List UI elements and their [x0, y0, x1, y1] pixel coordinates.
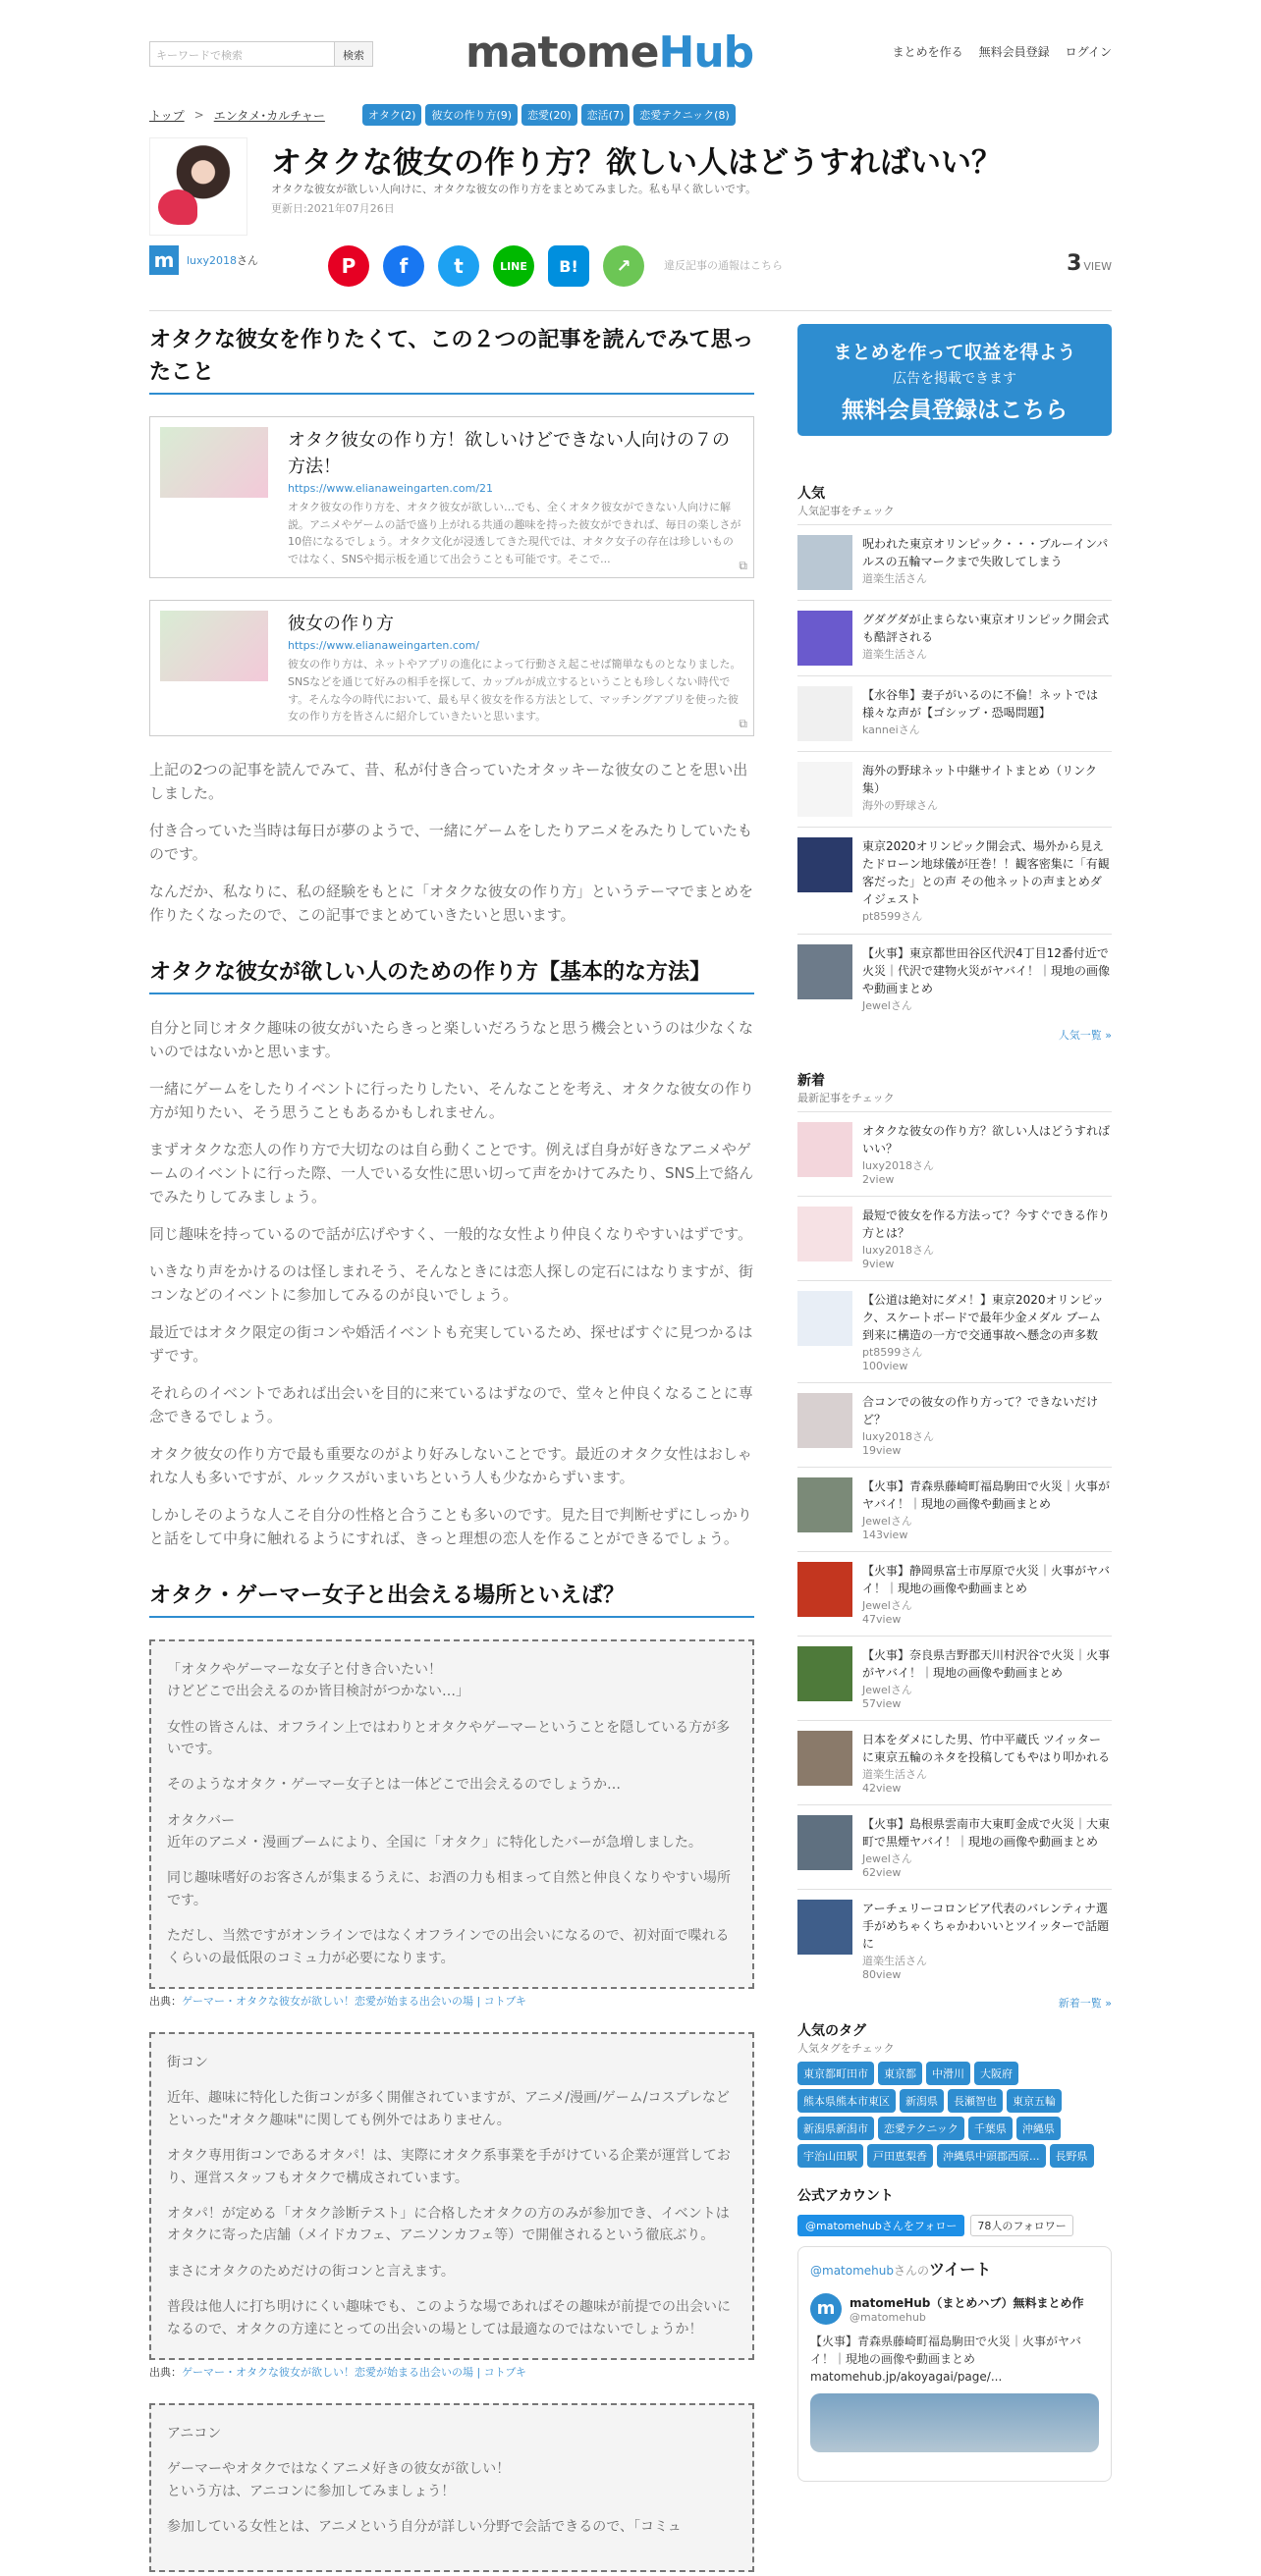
sidebar-article-thumbnail[interactable] — [797, 762, 852, 817]
sidebar-article-author — [862, 1242, 1112, 1258]
tags-heading: 人気のタグ — [797, 2023, 866, 2039]
logo-text-1: matome — [466, 27, 659, 78]
article-tag[interactable]: 彼女の作り方(9) — [425, 104, 518, 126]
sidebar-article-views: 47view — [862, 1613, 902, 1626]
quote-block — [149, 1639, 754, 1989]
link-card[interactable] — [149, 416, 754, 578]
quote-paragraph: ゲーマーやオタクではなくアニメ好きの彼女が欲しい！ という方は、アニコンに参加してみましょう！ — [167, 2461, 511, 2499]
popular-tag[interactable]: 新潟県新潟市 — [797, 2117, 874, 2140]
sidebar-article-author — [862, 1597, 1112, 1613]
tweet-text: 【火事】青森県藤崎町福島駒田で火災｜火事がヤバイ！｜現地の画像や動画まとめ — [810, 2334, 1082, 2366]
header-nav — [893, 43, 1112, 60]
popular-tag[interactable]: 東京五輪 — [1007, 2089, 1062, 2113]
sidebar-article-thumbnail[interactable] — [797, 1207, 852, 1261]
report-link[interactable]: 違反記事の通報はこちら — [664, 259, 783, 272]
sidebar-article-author — [862, 570, 1112, 586]
search-button[interactable]: 検索 — [334, 41, 373, 67]
new-list — [797, 1111, 1112, 1991]
sidebar-article-author — [862, 1766, 1112, 1782]
sidebar-article-title[interactable]: 最短で彼女を作る方法って？今すぐできる作り方とは？ — [862, 1208, 1111, 1240]
sidebar-article-title[interactable]: 【火事】島根県雲南市大東町金成で火災｜大東町で黒煙ヤバイ！｜現地の画像や動画まとめ — [862, 1817, 1111, 1849]
quote-source — [149, 1993, 754, 2009]
sidebar-article-title[interactable]: 【公道は絶対にダメ！】東京2020オリンピック、スケートボードで最年少金メダル ブーム到来に構造の一方で交通事故へ懸念の声多数 — [862, 1293, 1105, 1342]
timeline-handle[interactable]: @matomehub — [810, 2264, 894, 2278]
quote-paragraph: 普段は他人に打ち明けにくい趣味でも、このような場であればその趣味が前提での出会いになるので、オタクの方達にとっての出会いの場としては最適なのではないでしょうか！ — [167, 2299, 731, 2337]
site-logo[interactable] — [466, 27, 753, 78]
page — [149, 0, 1112, 2536]
author-name[interactable]: pt8599 — [862, 1346, 902, 1359]
paragraph: まずオタクな恋人の作り方で大切なのは自ら動くことです。例えば自身が好きなアニメやゲームのイベントに行った際、一人でいる女性に思い切って声をかけてみたり、SNS上で絡んでみたりしてみましょう。 — [149, 1140, 754, 1206]
paragraph: いきなり声をかけるのは怪しまれそう、そんなときには恋人探しの定石にはなりますが、街コンなどのイベントに参加してみるのが良いでしょう。 — [149, 1261, 754, 1304]
sidebar-article-author — [862, 997, 1112, 1013]
signup-link[interactable]: 無料会員登録 — [978, 45, 1050, 59]
login-link[interactable]: ログイン — [1065, 45, 1112, 59]
author-info — [149, 245, 258, 275]
paragraph: オタク彼女の作り方で最も重要なのがより好みしないことです。最近のオタク女性はおしゃれな人も多いですが、ルックスがいまいちという人も少なからずいます。 — [149, 1444, 752, 1486]
popular-tag[interactable]: 宇治山田駅 — [797, 2144, 863, 2168]
paragraph: 付き合っていた当時は毎日が夢のようで、一緒にゲームをしたりアニメをみたりしていたものです。 — [149, 821, 752, 863]
popular-tag[interactable]: 熊本県熊本市東区 — [797, 2089, 896, 2113]
sidebar-article-item[interactable] — [797, 1889, 1112, 1991]
author-suffix: さん — [890, 1599, 912, 1612]
sidebar-article-author — [862, 1157, 1112, 1173]
source-label: 出典： — [149, 1995, 182, 2009]
sidebar-article-views: 19view — [862, 1444, 902, 1457]
sidebar-article-views: 42view — [862, 1782, 902, 1795]
author-name[interactable]: 海外の野球 — [862, 799, 916, 812]
twitter-icon[interactable]: t — [438, 245, 479, 287]
view-count — [1067, 251, 1112, 276]
sidebar-article-title[interactable]: オタクな彼女の作り方？欲しい人はどうすればいい？ — [862, 1124, 1111, 1155]
twitter-follow-button[interactable]: @matomehubさんをフォロー — [797, 2215, 964, 2236]
sidebar-article-thumbnail[interactable] — [797, 686, 852, 741]
external-link-icon: ⧉ — [739, 716, 747, 730]
author-suffix: さん — [912, 1244, 935, 1257]
author-suffix: さん — [912, 1430, 935, 1443]
popular-tag[interactable]: 戸田恵梨香 — [867, 2144, 933, 2168]
popular-tag[interactable]: 恋愛テクニック — [878, 2117, 964, 2140]
sidebar-article-title[interactable]: 【火事】静岡県富士市厚原で火災｜火事がヤバイ！｜現地の画像や動画まとめ — [862, 1564, 1111, 1595]
quote-paragraph: オタク専用街コンであるオタパ！は、実際にオタク系事業を手がけている企業が運営しており、運営スタッフもオタクで構成されています。 — [167, 2148, 731, 2186]
sidebar-article-item[interactable] — [797, 1467, 1112, 1551]
sidebar-article-item[interactable] — [797, 934, 1112, 1023]
sidebar-article-thumbnail[interactable] — [797, 1731, 852, 1786]
sidebar-article-item[interactable] — [797, 1720, 1112, 1804]
link-card-title[interactable]: オタク彼女の作り方！欲しいけどできない人向けの７の方法！ — [288, 430, 730, 477]
tweet-author — [810, 2293, 1099, 2325]
twitter-timeline — [797, 2246, 1112, 2482]
author-name[interactable]: kannei — [862, 724, 899, 736]
paragraph: なんだか、私なりに、私の経験をもとに「オタクな彼女の作り方」というテーマでまとめを作りたくなったので、この記事でまとめていきたいと思います。 — [149, 882, 754, 924]
sidebar-article-thumbnail[interactable] — [797, 611, 852, 666]
breadcrumb-category[interactable]: エンタメ･カルチャー — [213, 108, 325, 123]
sidebar — [797, 324, 1112, 2482]
page-title: オタクな彼女の作り方？欲しい人はどうすればいい？ — [271, 145, 1002, 181]
sidebar-article-item[interactable] — [797, 1196, 1112, 1280]
timeline-suffix: さんの — [894, 2264, 930, 2278]
link-card[interactable] — [149, 600, 754, 735]
popular-tag[interactable]: 沖縄県中頭郡西原... — [937, 2144, 1046, 2168]
share-buttons — [328, 245, 644, 287]
search-form — [149, 41, 373, 67]
breadcrumb-top[interactable]: トップ — [149, 108, 185, 123]
sidebar-article-thumbnail[interactable] — [797, 944, 852, 999]
author-suffix: さん — [916, 799, 938, 812]
tweet-image[interactable] — [810, 2393, 1099, 2452]
article-tag[interactable]: 恋愛テクニック(8) — [633, 104, 735, 126]
section-heading: オタクな彼女を作りたくて、この２つの記事を読んでみて思ったこと — [149, 324, 754, 395]
sidebar-article-title[interactable]: グダグダが止まらない東京オリンピック開会式も酷評される — [862, 613, 1110, 644]
article-tag[interactable]: オタク(2) — [362, 104, 422, 126]
view-count-label: VIEW — [1083, 260, 1112, 273]
section-heading: オタクな彼女が欲しい人のための作り方【基本的な方法】 — [149, 956, 754, 994]
author-name[interactable]: pt8599 — [862, 910, 902, 923]
pinterest-icon[interactable]: P — [328, 245, 369, 287]
sidebar-article-item[interactable] — [797, 675, 1112, 751]
follow-widget — [797, 2215, 1112, 2236]
sidebar-article-item[interactable] — [797, 1382, 1112, 1467]
sidebar-article-title[interactable]: 【火事】奈良県吉野郡天川村沢谷で火災｜火事がヤバイ！｜現地の画像や動画まとめ — [862, 1648, 1111, 1680]
external-link-icon: ⧉ — [739, 559, 747, 573]
article-tag[interactable]: 恋愛(20) — [521, 104, 577, 126]
article-description: オタクな彼女が欲しい人向けに、オタクな彼女の作り方をまとめてみました。私も早く欲しいです。 — [271, 183, 757, 195]
quote-paragraph: 「オタクやゲーマーな女子と付き合いたい！ けどどこで出会えるのか皆目検討がつかない…」 — [167, 1661, 469, 1700]
link-card-description: 彼女の作り方は、ネットやアプリの進化によって行動さえ起こせば簡単なものとなりました。SNSなどを通じて好みの相手を探して、カップルが成立するということも珍しくない時代です。そんな今の時代において、最も早く彼女を作る方法として、マッチングアプリを使った彼女の作り方を皆さんに紹介していきたいと思います。 — [288, 658, 741, 724]
sidebar-article-views: 80view — [862, 1968, 902, 1981]
quote-paragraph: アニコン — [167, 2425, 222, 2442]
sidebar-article-views: 9view — [862, 1258, 895, 1270]
popular-subheading: 人気記事をチェック — [797, 505, 895, 517]
popular-tag[interactable]: 長瀬智也 — [948, 2089, 1003, 2113]
sidebar-article-author — [862, 1513, 1112, 1529]
signup-banner[interactable] — [797, 324, 1112, 436]
timeline-heading: ツイート — [929, 2260, 992, 2279]
paragraph: 最近ではオタク限定の街コンや婚活イベントも充実しているため、探せばすぐに見つかるはずです。 — [149, 1322, 753, 1365]
quote-paragraph: まさにオタクのためだけの街コンと言えます。 — [167, 2263, 455, 2280]
quote-paragraph: 同じ趣味嗜好のお客さんが集まるうえに、お酒の力も相まって自然と仲良くなりやすい場所です。 — [167, 1870, 731, 1908]
sidebar-article-item[interactable] — [797, 1551, 1112, 1636]
tags-subheading: 人気タグをチェック — [797, 2042, 895, 2055]
article-tags — [362, 104, 736, 126]
author-name[interactable]: 道楽生活 — [862, 648, 905, 661]
author-suffix: さん — [905, 1955, 927, 1967]
popular-tag[interactable]: 中滑川 — [926, 2062, 970, 2085]
sidebar-article-author — [862, 1344, 1112, 1360]
sidebar-article-thumbnail[interactable] — [797, 1815, 852, 1870]
author-suffix: さん — [905, 1768, 927, 1781]
source-link[interactable]: ゲーマー・オタクな彼女が欲しい！恋愛が始まる出会いの場 | コトブキ — [182, 2365, 526, 2379]
tweet-user-name[interactable]: matomeHub（まとめハブ）無料まとめ作 — [850, 2296, 1084, 2310]
author-suffix: さん — [901, 1346, 923, 1359]
paragraph: 一緒にゲームをしたりイベントに行ったりしたい、そんなことを考え、オタクな彼女の作り方が知りたい、そう思うこともあるかもしれません。 — [149, 1079, 754, 1121]
link-card-description: オタク彼女の作り方を、オタク彼女が欲しい…でも、全くオタク彼女ができない人向けに解説。アニメやゲームの話で盛り上がれる共通の趣味を持った彼女ができれば、毎日の楽しさが10倍になるでしょう。オタク文化が浸透してきた現代では、オタク女子の存在は珍しいものではなく、SNSや掲示板を通じて出会うことも可能です。そこで... — [288, 501, 741, 565]
paragraph: 同じ趣味を持っているので話が広げやすく、一般的な女性より仲良くなりやすいはずです。 — [149, 1224, 752, 1243]
logo-text-2: Hub — [658, 27, 754, 78]
breadcrumb — [149, 104, 736, 126]
banner-line-1: まとめを作って収益を得よう — [833, 342, 1076, 363]
quote-paragraph: そのようなオタク・ゲーマー女子とは一体どこで出会えるのでしょうか… — [167, 1777, 621, 1794]
author-suffix: さん — [905, 572, 927, 585]
sidebar-article-item[interactable] — [797, 524, 1112, 600]
quote-paragraph: 参加している女性とは、アニメという自分が詳しい分野で会話できるので、「コミュ — [167, 2519, 682, 2536]
author-suffix: さん — [898, 724, 920, 736]
author-name[interactable]: 道楽生活 — [862, 572, 905, 585]
author-name[interactable]: Jewel — [862, 999, 891, 1012]
author-suffix: さん — [912, 1159, 935, 1172]
sidebar-article-author — [862, 797, 1112, 813]
author-name[interactable]: luxy2018 — [862, 1159, 913, 1172]
author-name[interactable]: Jewel — [862, 1599, 891, 1612]
author-suffix: さん — [890, 1515, 912, 1528]
timeline-title — [810, 2257, 1099, 2280]
tweet-avatar[interactable]: m — [810, 2293, 842, 2325]
view-count-number: 3 — [1067, 251, 1082, 276]
quote-paragraph: 近年、趣味に特化した街コンが多く開催されていますが、アニメ/漫画/ゲーム/コスプレなどといった"オタク趣味"に関しても例外ではありません。 — [167, 2090, 730, 2128]
sidebar-article-item[interactable] — [797, 1636, 1112, 1720]
sidebar-article-title[interactable]: 【火事】青森県藤崎町福島駒田で火災｜火事がヤバイ！｜現地の画像や動画まとめ — [862, 1479, 1111, 1511]
sidebar-article-item[interactable] — [797, 751, 1112, 827]
quote-paragraph: ただし、当然ですがオンラインではなくオフラインでの出会いになるので、初対面で喋れるくらいの最低限のコミュ力が必要になります。 — [167, 1928, 730, 1966]
breadcrumb-separator: > — [193, 108, 204, 122]
popular-tag[interactable]: 沖縄県 — [1016, 2117, 1061, 2140]
sidebar-article-item[interactable] — [797, 827, 1112, 934]
paragraph: 自分と同じオタク趣味の彼女がいたらきっと楽しいだろうなと思う機会というのは少なくないのではないかと思います。 — [149, 1018, 754, 1060]
article-body — [149, 324, 754, 2576]
author-suffix: さん — [890, 1852, 912, 1865]
sidebar-article-item[interactable] — [797, 600, 1112, 675]
paragraph: 上記の2つの記事を読んでみて、昔、私が付き合っていたオタッキーな彼女のことを思い出しました。 — [149, 760, 748, 802]
sidebar-article-thumbnail[interactable] — [797, 1122, 852, 1177]
quote-paragraph: オタクバー 近年のアニメ・漫画ブームにより、全国に「オタク」に特化したバーが急増しました。 — [167, 1812, 702, 1852]
article-thumbnail — [149, 137, 247, 236]
quote-paragraph: 女性の皆さんは、オフライン上ではわりとオタクやゲーマーということを隠している方が多いです。 — [167, 1719, 731, 1757]
line-icon[interactable]: LINE — [493, 245, 534, 287]
sidebar-article-thumbnail[interactable] — [797, 1477, 852, 1532]
author-name[interactable]: luxy2018 — [862, 1430, 913, 1443]
quote-source — [149, 2364, 754, 2380]
sidebar-article-title[interactable]: 【火事】東京都世田谷区代沢4丁目12番付近で火災｜代沢で建物火災がヤバイ！｜現地の画像や動画まとめ — [862, 946, 1111, 995]
quote-block — [149, 2032, 754, 2360]
link-card-url[interactable]: https://www.elianaweingarten.com/21 — [288, 482, 494, 495]
sidebar-article-title[interactable]: 【水谷隼】妻子がいるのに不倫！ネットでは様々な声が【ゴシップ・恐喝問題】 — [862, 688, 1099, 720]
sidebar-article-title[interactable]: 日本をダメにした男、竹中平蔵氏 ツイッターに東京五輪のネタを投稿してもやはり叩かれる — [862, 1733, 1111, 1764]
tweet-link[interactable]: matomehub.jp/akoyagai/page/... — [810, 2370, 1003, 2384]
facebook-icon[interactable]: f — [383, 245, 424, 287]
sidebar-article-views: 100view — [862, 1360, 908, 1372]
author-suffix: さん — [905, 648, 927, 661]
popular-more-link[interactable]: 人気一覧 » — [1058, 1029, 1112, 1042]
sidebar-article-thumbnail[interactable] — [797, 1562, 852, 1617]
tag-cloud — [797, 2062, 1112, 2168]
sidebar-article-thumbnail[interactable] — [797, 1646, 852, 1701]
sidebar-article-title[interactable]: 東京2020オリンピック開会式、場外から見えたドローン地球儀が圧巻！！観客密集に「有観客だった」との声 その他ネットの声まとめダイジェスト — [862, 839, 1110, 906]
feedly-icon[interactable]: ↗ — [603, 245, 644, 287]
divider — [149, 310, 1112, 311]
quote-block — [149, 2403, 754, 2572]
hatena-bookmark-icon[interactable]: B! — [548, 245, 589, 287]
sidebar-article-title[interactable]: 呪われた東京オリンピック・・・ブルーインパルスの五輪マークまで失敗してしまう — [862, 537, 1109, 568]
author-name[interactable]: luxy2018 — [862, 1244, 913, 1257]
popular-list — [797, 524, 1112, 1023]
sidebar-article-thumbnail[interactable] — [797, 837, 852, 892]
popular-tag[interactable]: 長野県 — [1050, 2144, 1094, 2168]
sidebar-article-item[interactable] — [797, 1804, 1112, 1889]
popular-tag[interactable]: 大阪府 — [974, 2062, 1018, 2085]
quote-paragraph: オタパ！が定める「オタク診断テスト」に合格したオタクの方のみが参加でき、イベントはオタクに寄った店舗（メイドカフェ、アニソンカフェ等）で開催されるという徹底ぶり。 — [167, 2206, 730, 2244]
link-card-thumbnail — [160, 427, 268, 498]
new-subheading: 最新記事をチェック — [797, 1092, 895, 1104]
popular-tag[interactable]: 東京都 — [878, 2062, 922, 2085]
official-heading: 公式アカウント — [797, 2188, 894, 2204]
author-suffix: さん — [890, 999, 912, 1012]
author-name[interactable]: 道楽生活 — [862, 1955, 905, 1967]
banner-line-3: 無料会員登録はこちら — [842, 398, 1068, 423]
sidebar-article-thumbnail[interactable] — [797, 535, 852, 590]
popular-heading: 人気 — [797, 486, 825, 502]
source-label: 出典： — [149, 2365, 182, 2379]
new-heading: 新着 — [797, 1073, 825, 1089]
search-input[interactable]: キーワードで検索 — [149, 41, 334, 67]
section-heading: オタク・ゲーマー女子と出会える場所といえば？ — [149, 1580, 754, 1618]
sidebar-article-views: 143view — [862, 1529, 908, 1541]
sidebar-article-item[interactable] — [797, 1111, 1112, 1196]
link-card-title[interactable]: 彼女の作り方 — [288, 614, 394, 635]
sidebar-article-thumbnail[interactable] — [797, 1900, 852, 1955]
follower-count[interactable]: 78人のフォロワー — [970, 2215, 1072, 2236]
updated-date: 更新日:2021年07月26日 — [271, 202, 395, 215]
sidebar-article-author — [862, 1682, 1112, 1697]
author-suffix: さん — [237, 254, 259, 267]
new-more-link[interactable]: 新着一覧 » — [1058, 1997, 1112, 2010]
popular-tag[interactable]: 千葉県 — [968, 2117, 1013, 2140]
author-suffix: さん — [901, 910, 923, 923]
source-link[interactable]: ゲーマー・オタクな彼女が欲しい！恋愛が始まる出会いの場 | コトブキ — [182, 1995, 526, 2009]
sidebar-article-thumbnail[interactable] — [797, 1291, 852, 1346]
sidebar-article-title[interactable]: 合コンでの彼女の作り方って？できないだけど？ — [862, 1395, 1099, 1426]
link-card-url[interactable]: https://www.elianaweingarten.com/ — [288, 639, 480, 653]
sidebar-article-thumbnail[interactable] — [797, 1393, 852, 1448]
link-card-thumbnail — [160, 611, 268, 681]
site-header — [149, 0, 1112, 98]
article-tag[interactable]: 恋活(7) — [581, 104, 630, 126]
author-name[interactable]: Jewel — [862, 1852, 891, 1865]
sidebar-article-views: 2view — [862, 1173, 895, 1186]
tweet-user-handle[interactable]: @matomehub — [850, 2311, 926, 2324]
sidebar-article-author — [862, 1953, 1112, 1968]
sidebar-article-title[interactable]: 海外の野球ネット中継サイトまとめ（リンク集） — [862, 764, 1097, 795]
author-name[interactable]: Jewel — [862, 1515, 891, 1528]
author-avatar[interactable]: m — [149, 245, 179, 275]
sidebar-article-author — [862, 908, 1112, 924]
sidebar-article-views: 57view — [862, 1697, 902, 1710]
banner-line-2: 広告を掲載できます — [893, 371, 1016, 387]
sidebar-article-author — [862, 646, 1112, 662]
paragraph: しかしそのような人こそ自分の性格と合うことも多いのです。見た目で判断せずにしっかりと話をして中身に触れるようにすれば、きっと理想の恋人を作ることができるでしょう。 — [149, 1505, 752, 1547]
sidebar-article-item[interactable] — [797, 1280, 1112, 1382]
popular-tag[interactable]: 新潟県 — [900, 2089, 944, 2113]
sidebar-article-views: 62view — [862, 1866, 902, 1879]
sidebar-article-title[interactable]: アーチェリーコロンビア代表のバレンティナ選手がめちゃくちゃかわいいとツイッターで話題に — [862, 1902, 1110, 1951]
quote-paragraph: 街コン — [167, 2055, 208, 2071]
author-name[interactable]: 道楽生活 — [862, 1768, 905, 1781]
create-matome-link[interactable]: まとめを作る — [892, 45, 963, 59]
paragraph: それらのイベントであれば出会いを目的に来ているはずなので、堂々と仲良くなることに専念できるでしょう。 — [149, 1383, 753, 1425]
author-name[interactable]: Jewel — [862, 1684, 891, 1696]
author-suffix: さん — [890, 1684, 912, 1696]
sidebar-article-author — [862, 722, 1112, 737]
author-link[interactable]: luxy2018 — [187, 254, 238, 267]
sidebar-article-author — [862, 1428, 1112, 1444]
popular-tag[interactable]: 東京都町田市 — [797, 2062, 874, 2085]
sidebar-article-author — [862, 1851, 1112, 1866]
